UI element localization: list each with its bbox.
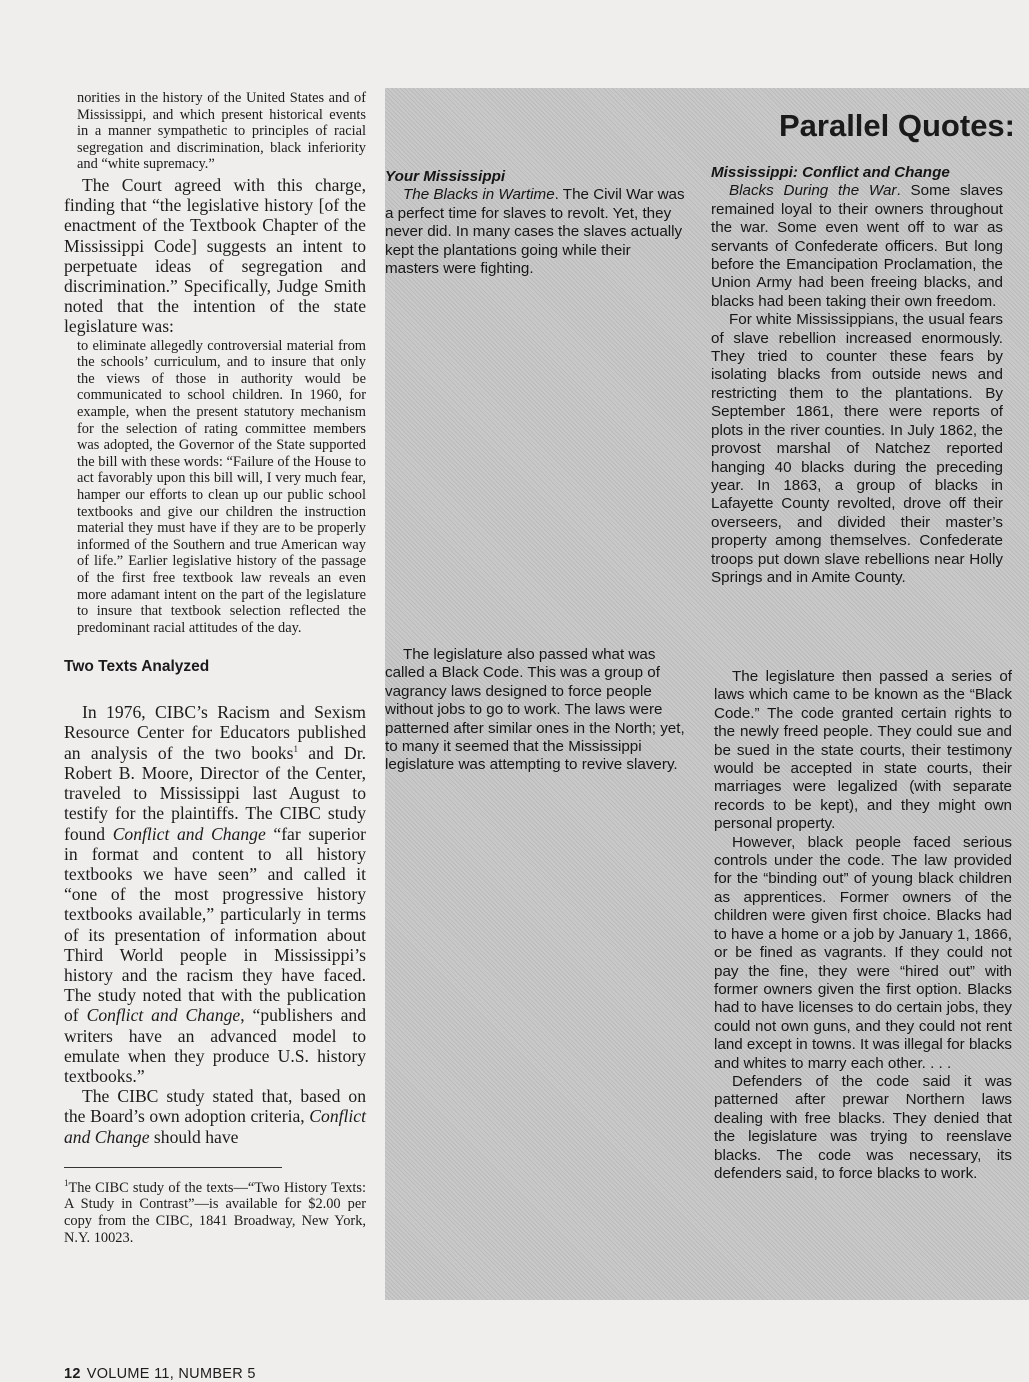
judge-quote: to eliminate allegedly controversial material from the schools’ curriculum, and to insure that only the views of those in authority would be communicated to school children. In 1960, for example, when the present statutory mechanism for the selection of rating committee members was adopted, the Governor of the State supported the bill with these words: “Failure of the House to act favorably upon this bill will, I very much fear, hamper our efforts to clean up our public school textbooks and give our children the instruction material they must have if they are to be properly informed of the Southern and true American way of life.” Earlier legislative history of the passage of the first free textbook law reveals an even more adamant intent on the part of the legislature to insure that textbook selection reflected the predominant racial attitudes of the day.: [77, 337, 366, 636]
cibc-conclusion-paragraph: The CIBC study stated that, based on the Board’s own adoption criteria, Conflict and Change should have: [64, 1086, 366, 1147]
footnote: $^1$The CIBC study of the texts—“Two History Texts: A Study in Contrast”—is available for $2.00 per copy from the CIBC, 1841 Broadway, New York, N.Y. 10023.: [64, 1177, 366, 1246]
sidebar-title: Parallel Quotes:: [778, 108, 1015, 143]
intro-paragraph: norities in the history of the United States and of Mississippi, and which present historical events in a manner sympathetic to principles of racial segregation and discrimination, black inferiority and “white supremacy.”: [77, 90, 366, 173]
your-mississippi-excerpt-1: Your Mississippi The Blacks in Wartime. The Civil War was a perfect time for slaves to revolt. Yet, they never did. In many cases the slaves actually kept the plantations going while their masters were fighting.: [385, 168, 685, 278]
book-title: Your Mississippi: [385, 168, 506, 185]
your-mississippi-excerpt-2: The legislature also passed what was called a Black Code. This was a group of vagrancy laws designed to force people without jobs to go to work. The laws were patterned after similar ones in the North; yet, to many it seemed that the Mississippi legislature was attempting to revive slavery.: [385, 646, 685, 774]
footnote-marker: 1: [293, 743, 298, 754]
section-heading: Two Texts Analyzed: [64, 658, 210, 676]
left-column: [64, 90, 366, 1246]
footnote-divider: [64, 1167, 282, 1168]
issue-label: VOLUME 11, NUMBER 5: [86, 1366, 256, 1382]
cibc-paragraph: In 1976, CIBC’s Racism and Sexism Resource Center for Educators published an analysis of the two books$^1$ and Dr. Robert B. Moore, Director of the Center, traveled to Mississippi last August to testify for the plaintiffs. The CIBC study found Conflict and Change “far superior in format and content to all history textbooks we have seen” and called it “one of the most progressive history textbooks available,” particularly in terms of its presentation of information about Third World people in Mississippi’s history and the racism they have faced. The study noted that with the publication of Conflict and Change, “publishers and writers have an advanced model to emulate when they produce U.S. history textbooks.”: [64, 702, 367, 1086]
parallel-quotes-sidebar: [385, 88, 1029, 1300]
conflict-change-excerpt-1: Mississippi: Conflict and Change Blacks During the War. Some slaves remained loyal to their owners throughout the war. Some even went off to war as servants of Confederate officers. But long before the Emancipation Proclamation, the Union Army had been freeing blacks, and blacks had been taking their own freedom. For white Mississippians, the usual fears of slave rebellion increased enormously. They tried to counter these fears by isolating blacks from outside news and restricting them to the plantations. By September 1861, there were reports of plots in the river counties. In July 1862, the provost marshal of Natchez reported hanging 40 blacks during the preceding year. In 1863, a group of blacks in Lafayette County revolted, drove off their overseers, and divided their master’s property among themselves. Confederate troops put down slave rebellions near Holly Springs and in Amite County.: [711, 164, 1004, 586]
page-number: 12: [64, 1366, 81, 1382]
conflict-change-excerpt-2: The legislature then passed a series of laws which came to be known as the “Black Code.” The code granted certain rights to the newly freed people. They could sue and be sued in the state courts, their testimony would be accepted in state courts, their marriages were legalized (with separate records to be kept), and they might own personal property. However, black people faced serious controls under the code. The law provided for the “binding out” of young black children as apprentices. Former owners of the children were given first choice. Blacks had to have a home or a job by January 1, 1866, or be fined as vagrants. If they could not pay the fine, they were “hired out” with former owners given the first option. Blacks had to have licenses to do certain jobs, they could not own guns, and they could not rent land except in towns. It was illegal for blacks and whites to marry each other. . . . Defenders of the code said it was patterned after prewar Northern laws dealing with free blacks. They denied that the legislature was trying to reenslave blacks. The code was necessary, its defenders said, to force blacks to work.: [714, 668, 1012, 1182]
book-title: Mississippi: Conflict and Change: [711, 164, 950, 181]
court-paragraph: The Court agreed with this charge, finding that “the legislative history [of the enactment of the Textbook Chapter of the Mississippi Code] suggests an intent to perpetuate ideas of segregation and discrimination.” Specifically, Judge Smith noted that the intention of the state legislature was:: [64, 174, 366, 337]
